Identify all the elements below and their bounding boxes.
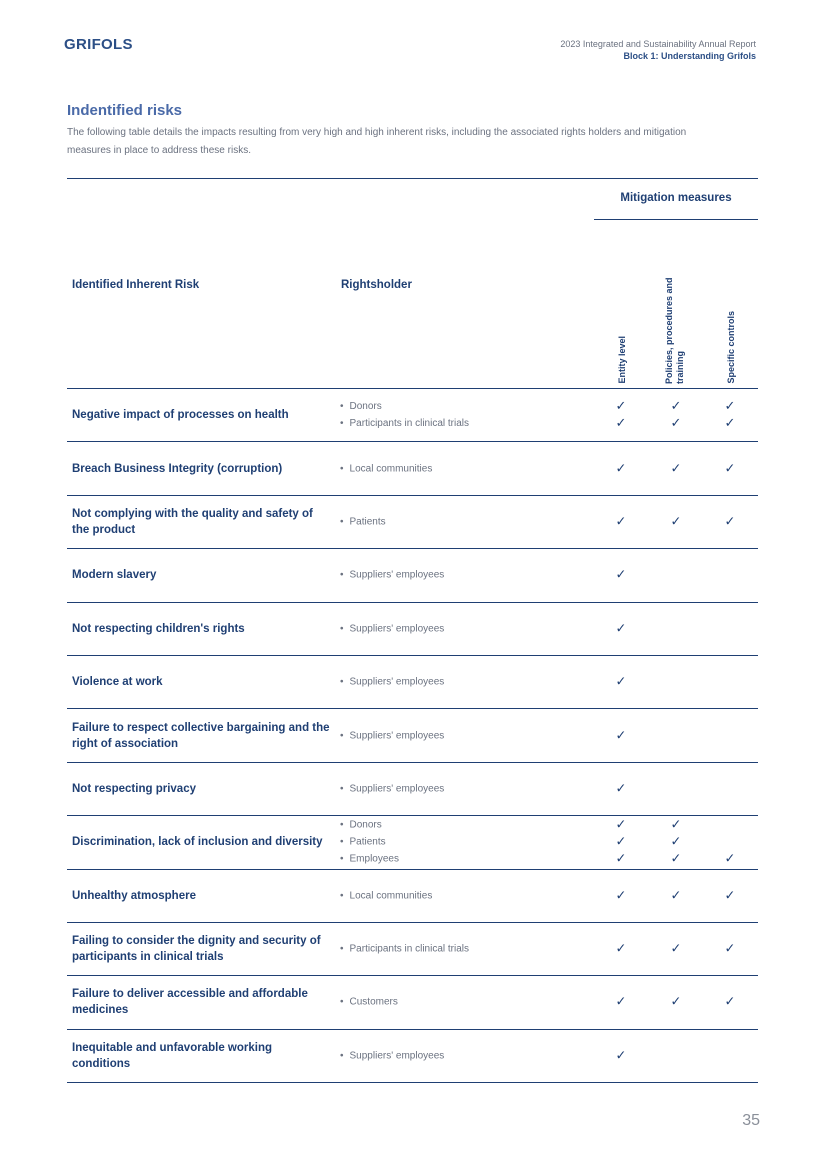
check-mark: ✓	[615, 461, 627, 477]
rightsholder-item: • Suppliers' employees	[340, 727, 444, 744]
check-mark: ✓	[724, 514, 736, 530]
entity-level-checks	[611, 1047, 631, 1064]
policies-checks	[666, 887, 686, 904]
check-mark: ✓	[724, 994, 736, 1010]
table-row	[67, 816, 758, 869]
rightsholder-list	[340, 398, 469, 432]
check-mark: ✓	[724, 416, 736, 432]
check-mark: ✓	[615, 834, 627, 850]
policies-checks	[666, 1047, 686, 1064]
entity-level-heading: Entity level	[617, 336, 627, 384]
check-mark	[666, 567, 686, 584]
table-row	[67, 549, 758, 602]
entity-level-checks	[611, 887, 631, 904]
table-row	[67, 496, 758, 549]
table-row	[67, 603, 758, 656]
specific-controls-checks	[720, 941, 740, 958]
risk-name: Failure to respect collective bargaining and the right of association	[72, 721, 330, 750]
check-mark: ✓	[670, 941, 682, 957]
specific-controls-checks	[720, 460, 740, 477]
policies-checks	[666, 460, 686, 477]
rightsholder-item: • Local communities	[340, 887, 432, 904]
rightsholder-item: • Suppliers' employees	[340, 674, 444, 691]
rightsholder-list	[340, 727, 444, 744]
table-row	[67, 870, 758, 923]
check-mark: ✓	[615, 621, 627, 637]
policies-checks	[666, 620, 686, 637]
check-mark: ✓	[615, 888, 627, 904]
table-row	[67, 1030, 758, 1083]
policies-checks	[666, 727, 686, 744]
check-mark: ✓	[615, 994, 627, 1010]
entity-level-checks	[611, 727, 631, 744]
rightsholder-item: • Patients	[340, 513, 386, 530]
rightsholder-list	[340, 780, 444, 797]
check-mark: ✓	[670, 994, 682, 1010]
check-mark: ✓	[670, 851, 682, 867]
check-mark: ✓	[724, 888, 736, 904]
check-mark: ✓	[670, 416, 682, 432]
risk-name: Violence at work	[72, 676, 163, 689]
check-mark	[666, 674, 686, 691]
section-title: Indentified risks	[67, 102, 183, 119]
risk-name: Discrimination, lack of inclusion and diversity	[72, 836, 323, 849]
check-mark: ✓	[615, 399, 627, 415]
check-mark	[666, 1047, 686, 1064]
specific-controls-heading: Specific controls	[726, 311, 736, 384]
rightsholder-list	[340, 513, 386, 530]
rightsholder-item: • Suppliers' employees	[340, 780, 444, 797]
section-intro: The following table details the impacts resulting from very high and high inherent risks, including the associated rights holders and mitigation measures in place to address these risks.	[67, 127, 687, 156]
rightsholder-list	[340, 1047, 444, 1064]
check-mark: ✓	[670, 514, 682, 530]
entity-level-checks	[611, 398, 631, 432]
check-mark: ✓	[615, 817, 627, 833]
specific-controls-checks	[720, 887, 740, 904]
rightsholder-item: • Employees	[340, 851, 399, 868]
check-mark: ✓	[724, 461, 736, 477]
check-mark: ✓	[615, 941, 627, 957]
rightsholder-item: • Suppliers' employees	[340, 620, 444, 637]
entity-level-checks	[611, 994, 631, 1011]
rightsholder-item: • Participants in clinical trials	[340, 941, 469, 958]
page-number: 35	[742, 1112, 760, 1129]
rightsholder-list	[340, 567, 444, 584]
check-mark	[720, 620, 740, 637]
table-header	[67, 179, 758, 389]
entity-level-checks	[611, 620, 631, 637]
check-mark	[720, 834, 740, 851]
table-body	[67, 389, 758, 1083]
entity-level-checks	[611, 674, 631, 691]
entity-level-checks	[611, 513, 631, 530]
table-row	[67, 709, 758, 762]
report-block: Block 1: Understanding Grifols	[623, 51, 756, 61]
table-row	[67, 442, 758, 495]
check-mark: ✓	[724, 941, 736, 957]
specific-controls-checks	[720, 398, 740, 432]
check-mark	[720, 817, 740, 834]
policies-heading: Policies, procedures and training	[664, 277, 685, 384]
mitigation-rule	[594, 219, 758, 220]
report-header	[560, 38, 756, 62]
entity-level-checks	[611, 941, 631, 958]
rightsholder-item: • Patients	[340, 834, 399, 851]
check-mark	[720, 567, 740, 584]
check-mark	[720, 727, 740, 744]
risk-name: Not respecting children's rights	[72, 622, 245, 635]
rightsholder-item: • Participants in clinical trials	[340, 415, 469, 432]
rightsholder-item: • Customers	[340, 994, 398, 1011]
policies-checks	[666, 994, 686, 1011]
check-mark: ✓	[615, 781, 627, 797]
policies-checks	[666, 398, 686, 432]
risk-name: Negative impact of processes on health	[72, 409, 289, 422]
check-mark: ✓	[615, 1048, 627, 1064]
specific-controls-checks	[720, 780, 740, 797]
check-mark: ✓	[615, 567, 627, 583]
risk-name: Not complying with the quality and safety of the product	[72, 507, 313, 536]
check-mark: ✓	[670, 461, 682, 477]
rightsholder-item: • Donors	[340, 817, 399, 834]
rightsholder-list	[340, 674, 444, 691]
rightsholder-item: • Suppliers' employees	[340, 1047, 444, 1064]
check-mark: ✓	[724, 399, 736, 415]
check-mark: ✓	[615, 674, 627, 690]
entity-level-checks	[611, 780, 631, 797]
risk-name: Breach Business Integrity (corruption)	[72, 462, 283, 475]
rightsholder-list	[340, 460, 432, 477]
table-row	[67, 763, 758, 816]
table-row	[67, 976, 758, 1029]
risk-name: Not respecting privacy	[72, 782, 196, 795]
table-row	[67, 656, 758, 709]
specific-controls-checks	[720, 817, 740, 868]
grifols-logo: GRIFOLS	[64, 36, 133, 53]
check-mark: ✓	[615, 514, 627, 530]
rightsholder-list	[340, 620, 444, 637]
risk-column-heading: Identified Inherent Risk	[72, 279, 200, 291]
check-mark: ✓	[615, 416, 627, 432]
policies-checks	[666, 513, 686, 530]
specific-controls-checks	[720, 513, 740, 530]
mitigation-measures-heading: Mitigation measures	[620, 192, 732, 204]
rightsholder-list	[340, 941, 469, 958]
table-row	[67, 389, 758, 442]
check-mark	[720, 1047, 740, 1064]
entity-level-checks	[611, 567, 631, 584]
risk-table	[67, 178, 758, 1083]
check-mark: ✓	[670, 834, 682, 850]
rightsholder-column-heading: Rightsholder	[341, 279, 412, 291]
entity-level-checks	[611, 817, 631, 868]
policies-checks	[666, 780, 686, 797]
check-mark: ✓	[615, 851, 627, 867]
policies-checks	[666, 817, 686, 868]
risk-name: Inequitable and unfavorable working conditions	[72, 1041, 272, 1070]
risk-name: Unhealthy atmosphere	[72, 889, 196, 902]
policies-checks	[666, 567, 686, 584]
specific-controls-checks	[720, 674, 740, 691]
check-mark	[720, 780, 740, 797]
risk-name: Modern slavery	[72, 569, 157, 582]
check-mark: ✓	[724, 851, 736, 867]
rightsholder-list	[340, 994, 398, 1011]
policies-checks	[666, 941, 686, 958]
report-title: 2023 Integrated and Sustainability Annual Report	[560, 39, 756, 49]
rightsholder-item: • Donors	[340, 398, 469, 415]
check-mark	[720, 674, 740, 691]
check-mark: ✓	[670, 817, 682, 833]
check-mark	[666, 727, 686, 744]
rightsholder-item: • Local communities	[340, 460, 432, 477]
policies-checks	[666, 674, 686, 691]
check-mark	[666, 620, 686, 637]
check-mark: ✓	[670, 399, 682, 415]
table-row	[67, 923, 758, 976]
specific-controls-checks	[720, 727, 740, 744]
rightsholder-list	[340, 817, 399, 868]
check-mark: ✓	[615, 728, 627, 744]
entity-level-checks	[611, 460, 631, 477]
risk-name: Failure to deliver accessible and affordable medicines	[72, 988, 308, 1017]
rightsholder-list	[340, 887, 432, 904]
risk-name: Failing to consider the dignity and security of participants in clinical trials	[72, 935, 321, 964]
specific-controls-checks	[720, 1047, 740, 1064]
specific-controls-checks	[720, 994, 740, 1011]
check-mark	[666, 780, 686, 797]
specific-controls-checks	[720, 567, 740, 584]
rightsholder-item: • Suppliers' employees	[340, 567, 444, 584]
check-mark: ✓	[670, 888, 682, 904]
specific-controls-checks	[720, 620, 740, 637]
